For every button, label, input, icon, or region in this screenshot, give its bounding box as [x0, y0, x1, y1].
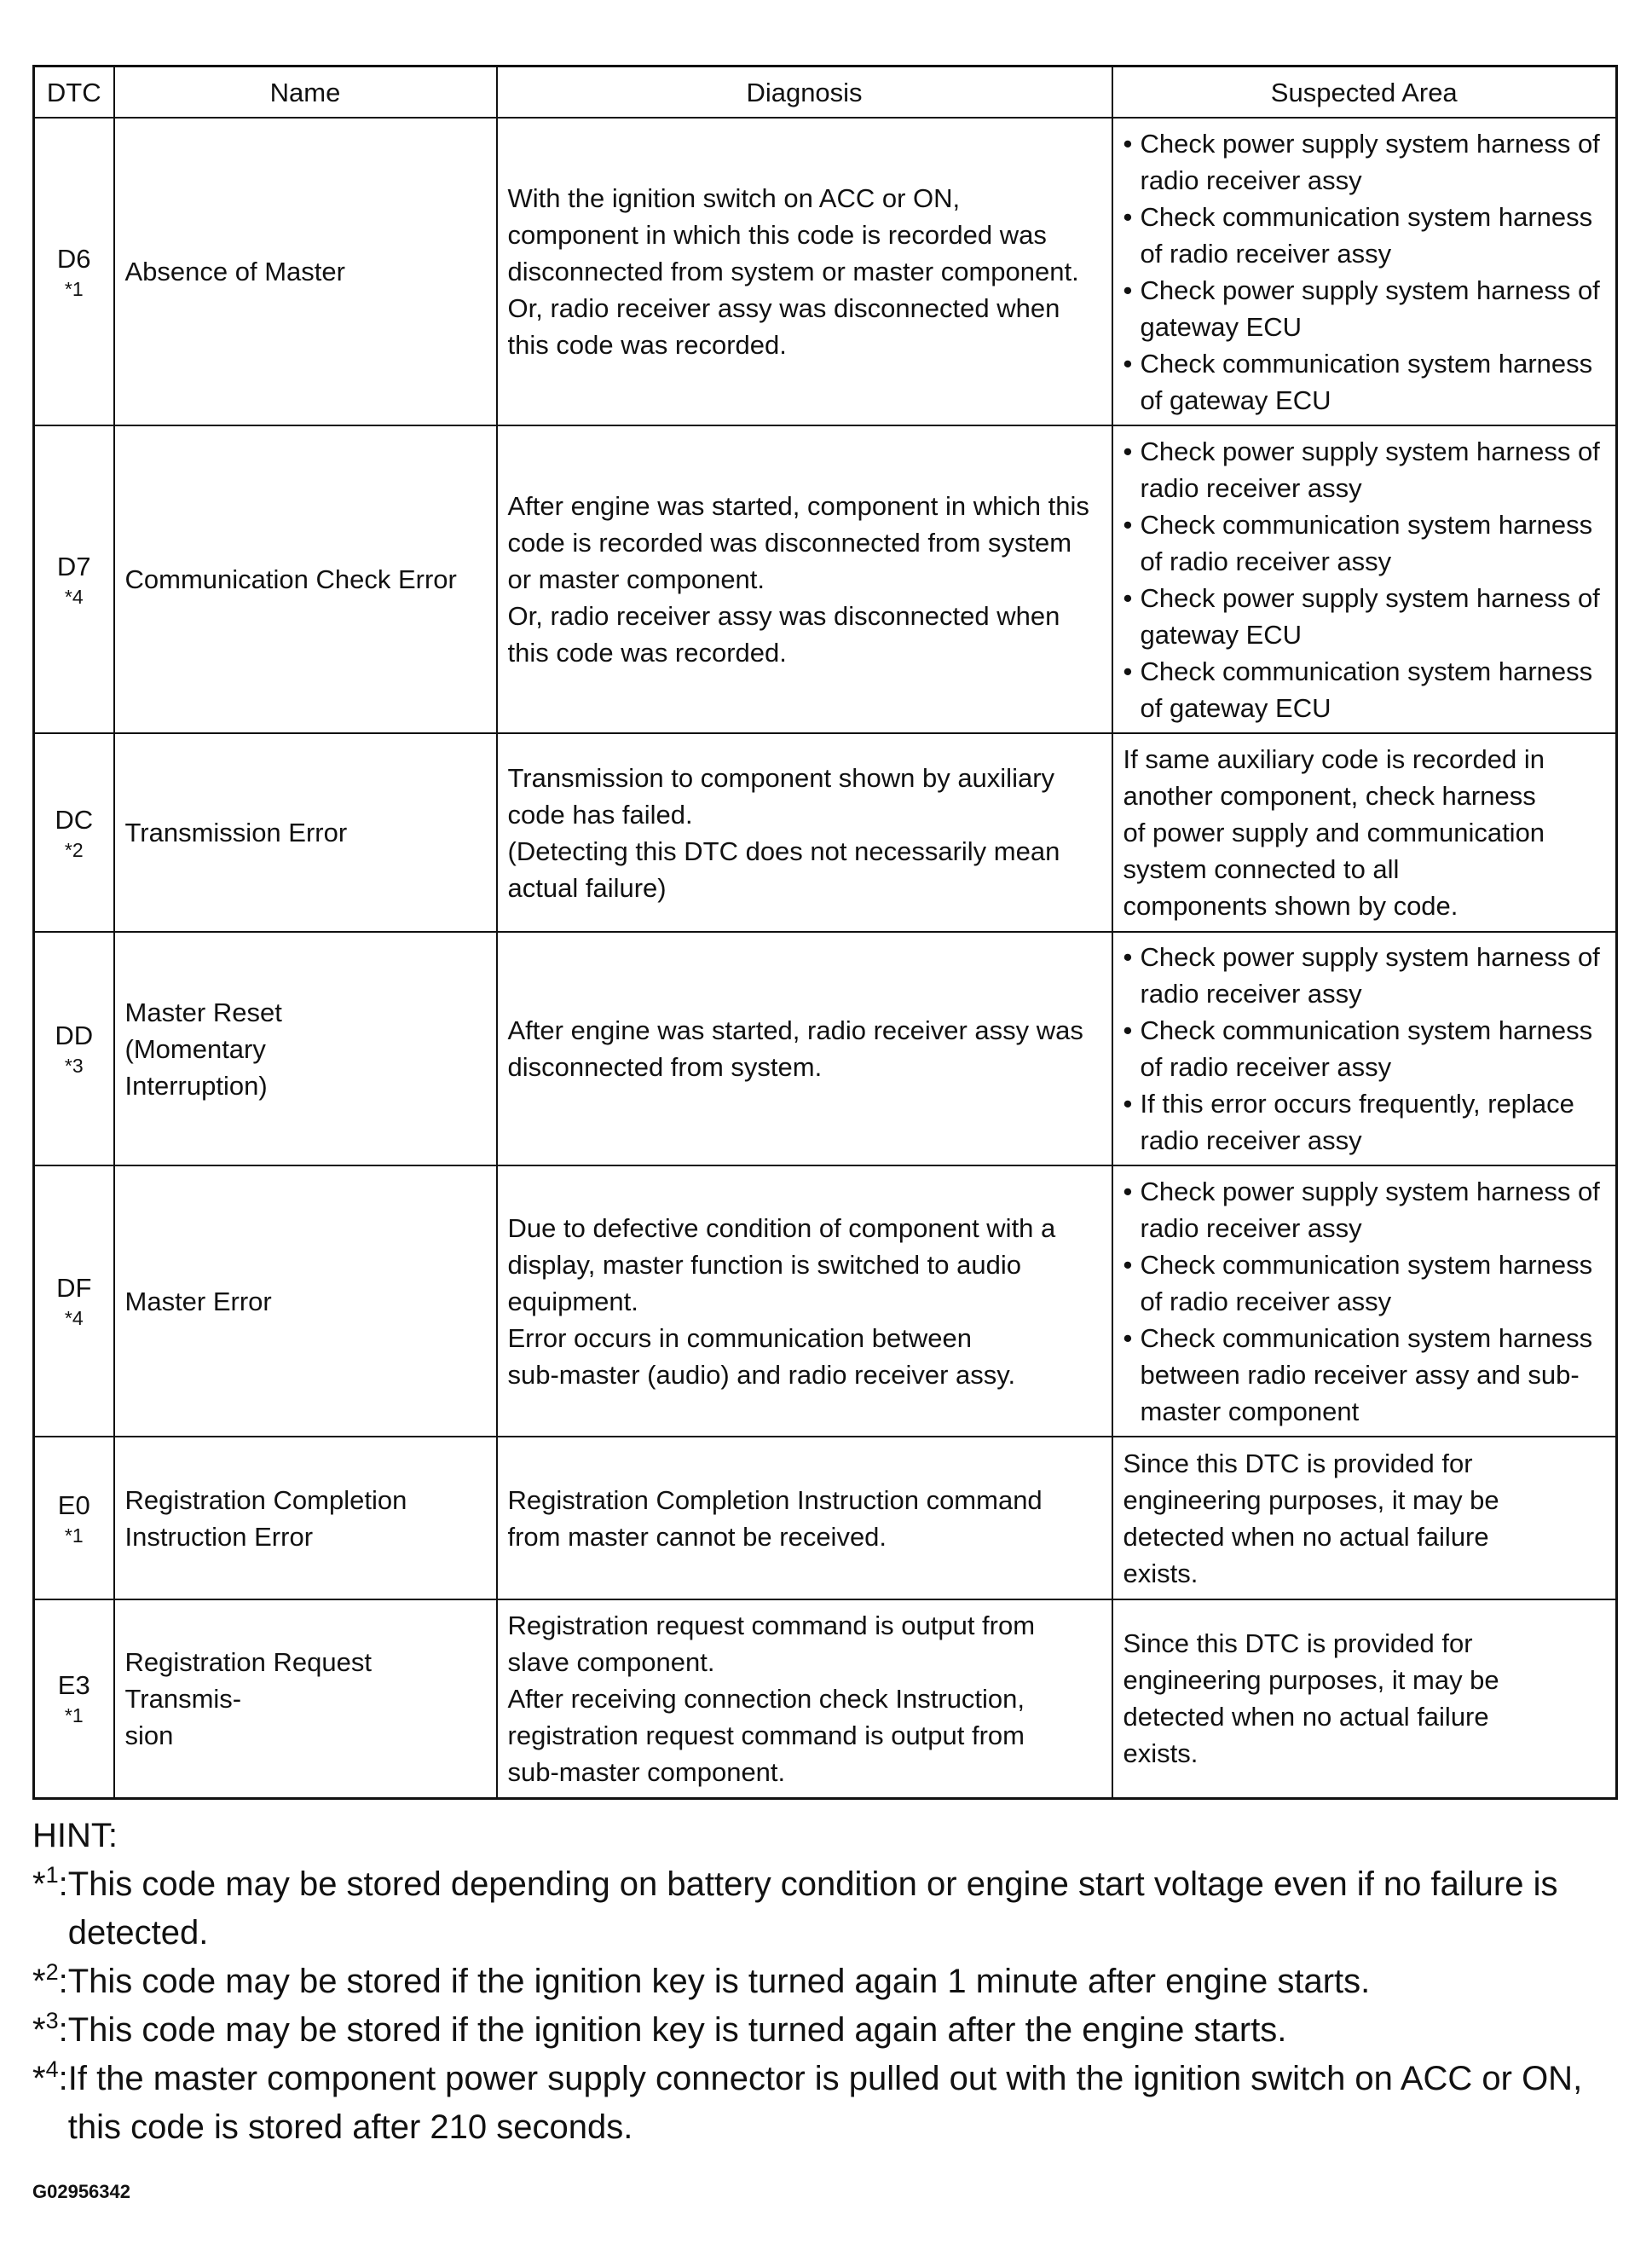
hint-note-mark: *$^1$:	[32, 1861, 68, 1903]
hint-note-mark: *$^2$:	[32, 1958, 68, 2000]
suspected-area-item: • Check communication system harness of radio receiver assy	[1123, 1246, 1606, 1320]
dtc-code: D7	[56, 551, 91, 581]
cell-dtc	[34, 425, 114, 733]
footnote-asterisk: *	[32, 2059, 46, 2097]
cell-diagnosis: Registration request command is output from slave component. After receiving connection check Instruction, registration request command is output from sub-master component.	[497, 1599, 1112, 1798]
table-row	[34, 1599, 1617, 1798]
hint-title: HINT:	[32, 1816, 118, 1854]
header-diagnosis: Diagnosis	[497, 67, 1112, 119]
dtc-footnote-mark: *3	[64, 1055, 84, 1077]
cell-diagnosis: Registration Completion Instruction command from master cannot be received.	[497, 1437, 1112, 1599]
suspected-area-text: If same auxiliary code is recorded in another component, check harness of power supply and communication system connected to all components shown by code.	[1123, 744, 1545, 921]
cell-name: Registration Completion Instruction Error	[114, 1437, 497, 1599]
suspected-area-item: • Check power supply system harness of radio receiver assy	[1123, 939, 1606, 1012]
dtc-code: E0	[57, 1489, 90, 1520]
cell-diagnosis: Transmission to component shown by auxiliary code has failed. (Detecting this DTC does not necessarily mean actual failure)	[497, 733, 1112, 932]
cell-suspected-area	[1112, 733, 1617, 932]
cell-name: Communication Check Error	[114, 425, 497, 733]
figure-id: G02956342	[32, 2181, 130, 2202]
hint-notes	[32, 1860, 1618, 2152]
footnote-number: 1	[45, 1861, 59, 1888]
footnote-asterisk: *	[32, 2010, 46, 2049]
cell-dtc	[34, 1599, 114, 1798]
cell-suspected-area	[1112, 1165, 1617, 1437]
cell-dtc	[34, 733, 114, 932]
header-dtc: DTC	[34, 67, 114, 119]
cell-diagnosis: After engine was started, radio receiver assy was disconnected from system.	[497, 932, 1112, 1165]
cell-diagnosis: Due to defective condition of component with a display, master function is switched to audio equipment. Error occurs in communication between sub-master (audio) and radio receiver assy.	[497, 1165, 1112, 1437]
dtc-footnote-mark: *2	[64, 838, 84, 861]
cell-name: Transmission Error	[114, 733, 497, 932]
dtc-footnote-mark: *1	[64, 1524, 84, 1547]
suspected-area-item: • Check power supply system harness of radio receiver assy	[1123, 433, 1606, 506]
dtc-footnote-mark: *1	[64, 277, 84, 300]
suspected-area-item: • Check power supply system harness of radio receiver assy	[1123, 125, 1606, 199]
suspected-area-item: • Check communication system harness of radio receiver assy	[1123, 1012, 1606, 1085]
cell-dtc	[34, 932, 114, 1165]
hint-note-mark: *$^4$:	[32, 2056, 68, 2097]
cell-name: Registration Request Transmis- sion	[114, 1599, 497, 1798]
table-row	[34, 932, 1617, 1165]
cell-dtc	[34, 1165, 114, 1437]
hint-note	[32, 1958, 1618, 2006]
table-header-row	[34, 67, 1617, 119]
header-name: Name	[114, 67, 497, 119]
hint-note-text: If the master component power supply connector is pulled out with the ignition switch on ACC or ON, this code is stored after 210 seconds.	[67, 2059, 1583, 2146]
cell-suspected-area	[1112, 1437, 1617, 1599]
hint-note-text: This code may be stored if the ignition key is turned again 1 minute after engine starts.	[67, 1962, 1371, 2000]
dtc-table	[32, 65, 1618, 1800]
footnote-number: 4	[45, 2056, 59, 2082]
suspected-area-item: • Check communication system harness between radio receiver assy and sub-master component	[1123, 1320, 1606, 1430]
dtc-footnote-mark: *1	[64, 1704, 84, 1727]
suspected-area-list	[1123, 433, 1606, 726]
document-page	[32, 65, 1618, 2152]
dtc-footnote-mark: *4	[64, 1307, 84, 1329]
suspected-area-item: • Check power supply system harness of gateway ECU	[1123, 580, 1606, 653]
dtc-code: E3	[57, 1670, 90, 1701]
suspected-area-item: • Check communication system harness of gateway ECU	[1123, 345, 1606, 419]
cell-suspected-area	[1112, 118, 1617, 425]
cell-name: Absence of Master	[114, 118, 497, 425]
table-row	[34, 118, 1617, 425]
footnote-number: 3	[45, 2007, 59, 2033]
dtc-footnote-mark: *4	[64, 585, 84, 608]
hint-note	[32, 1860, 1618, 1958]
hint-note	[32, 2055, 1618, 2152]
dtc-code: DC	[55, 804, 94, 835]
suspected-area-text: Since this DTC is provided for engineering purposes, it may be detected when no actual failure exists.	[1123, 1448, 1499, 1588]
cell-dtc	[34, 1437, 114, 1599]
footnote-number: 2	[45, 1958, 59, 1985]
cell-suspected-area	[1112, 1599, 1617, 1798]
table-body	[34, 118, 1617, 1798]
cell-suspected-area	[1112, 425, 1617, 733]
suspected-area-text: Since this DTC is provided for engineering purposes, it may be detected when no actual failure exists.	[1123, 1628, 1499, 1769]
hint-note-text: This code may be stored if the ignition key is turned again after the engine starts.	[67, 2010, 1287, 2049]
suspected-area-item: • Check power supply system harness of gateway ECU	[1123, 272, 1606, 345]
hint-section	[32, 1812, 1618, 2152]
hint-note	[32, 2006, 1618, 2055]
cell-name: Master Reset (Momentary Interruption)	[114, 932, 497, 1165]
suspected-area-list	[1123, 939, 1606, 1159]
dtc-code: DF	[56, 1273, 92, 1303]
suspected-area-item: • Check power supply system harness of radio receiver assy	[1123, 1173, 1606, 1246]
footnote-asterisk: *	[32, 1962, 46, 2000]
table-row	[34, 1165, 1617, 1437]
suspected-area-item: • Check communication system harness of radio receiver assy	[1123, 506, 1606, 580]
table-row	[34, 733, 1617, 932]
header-suspected-area: Suspected Area	[1112, 67, 1617, 119]
suspected-area-item: • Check communication system harness of gateway ECU	[1123, 653, 1606, 726]
footnote-asterisk: *	[32, 1865, 46, 1903]
suspected-area-item: • If this error occurs frequently, replace radio receiver assy	[1123, 1085, 1606, 1159]
dtc-code: DD	[55, 1021, 94, 1050]
hint-note-mark: *$^3$:	[32, 2007, 68, 2049]
cell-suspected-area	[1112, 932, 1617, 1165]
cell-diagnosis: With the ignition switch on ACC or ON, component in which this code is recorded was disconnected from system or master component. Or, radio receiver assy was disconnected when this code was recorded.	[497, 118, 1112, 425]
dtc-code: D6	[56, 243, 91, 274]
suspected-area-list	[1123, 125, 1606, 419]
table-row	[34, 1437, 1617, 1599]
cell-name: Master Error	[114, 1165, 497, 1437]
cell-dtc	[34, 118, 114, 425]
suspected-area-list	[1123, 1173, 1606, 1430]
table-row	[34, 425, 1617, 733]
cell-diagnosis: After engine was started, component in which this code is recorded was disconnected from system or master component. Or, radio receiver assy was disconnected when this code was recorded.	[497, 425, 1112, 733]
hint-note-text: This code may be stored depending on battery condition or engine start voltage even if no failure is detected.	[67, 1865, 1558, 1952]
suspected-area-item: • Check communication system harness of radio receiver assy	[1123, 199, 1606, 272]
